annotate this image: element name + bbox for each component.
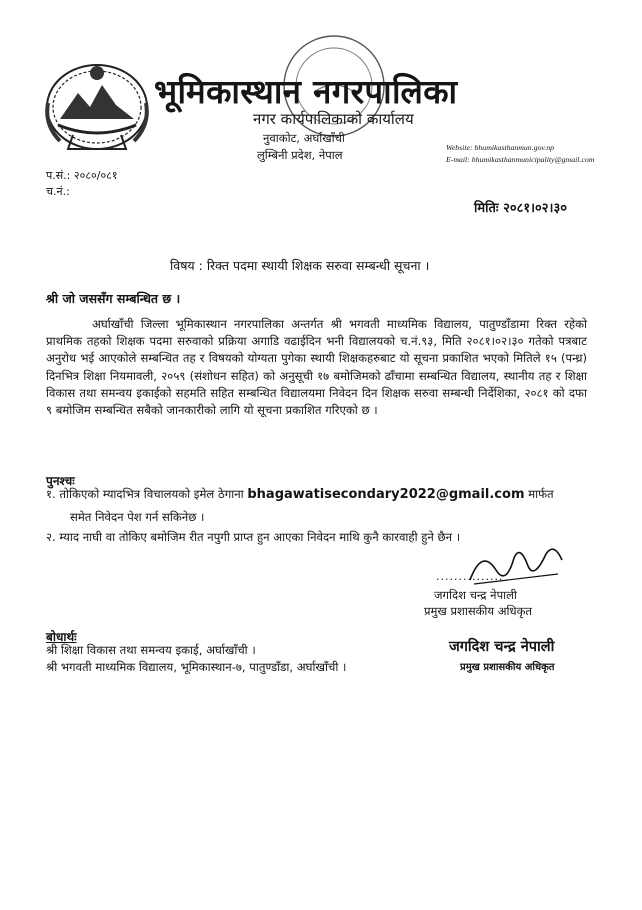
email-text: E-mail: bhumikasthanmunicipality@gmail.com — [446, 155, 595, 164]
item-1-prefix: १. तोकिएको म्यादभित्र विचालयको इमेल ठेगाना — [46, 487, 244, 501]
signature-line: ............... — [436, 570, 504, 583]
postscript-item-2: २. म्याद नाघी वा तोकिए बमोजिम रीत नपुगी प्राप्त हुन आएका निवेदन माथि कुनै कारवाही हुने छैन । — [46, 530, 461, 544]
dispatch-number: च.नं.: — [46, 185, 70, 198]
signatory-name: जगदिश चन्द्र नेपाली — [434, 588, 517, 602]
signatory-designation: प्रमुख प्रशासकीय अधिकृत — [424, 604, 532, 618]
postscript-item-1-line-2: समेत निवेदन पेश गर्न सकिनेछ । — [70, 510, 205, 524]
address-line-2: लुम्बिनी प्रदेश, नेपाल — [257, 148, 343, 162]
name-stamp: जगदिश चन्द्र नेपाली — [449, 638, 555, 655]
item-1-suffix: मार्फत — [528, 487, 554, 501]
municipality-title: भूमिकास्थान नगरपालिका — [154, 72, 458, 111]
letter-date: मितिः २०८१।०२।३० — [474, 201, 568, 216]
letter-subject: विषय : रिक्त पदमा स्थायी शिक्षक सरुवा सम्बन्धी सूचना । — [170, 258, 430, 273]
postscript-label: पुनश्चः — [46, 474, 75, 488]
office-subtitle: नगर कार्यपालिकाको कार्यालय — [253, 110, 414, 128]
nepal-emblem-logo — [38, 55, 156, 155]
address-line-1: नुवाकोट, अर्घाखाँची — [263, 131, 345, 145]
salutation: श्री जो जससँग सम्बन्धित छ । — [46, 291, 181, 306]
designation-stamp: प्रमुख प्रशासकीय अधिकृत — [460, 662, 555, 673]
cc-recipient: श्री भगवती माध्यमिक विद्यालय, भूमिकास्थान-७, पातुण्डाँडा, अर्घाखाँची । — [46, 660, 347, 674]
school-email-link[interactable]: bhagawatisecondary2022@gmail.com — [247, 487, 525, 502]
letter-body: अर्घाखाँची जिल्ला भूमिकास्थान नगरपालिका अन्तर्गत श्री भगवती माध्यमिक विद्यालय, पातुण्डाँडामा रिक्त रहेको प्राथमिक तहको शिक्षक पदमा सरुवाको प्रक्रिया अगाडि वढाईदिन भनी विद्यालयको च.नं.९३, मिति २०८१।०२।३० गतेको पत्रबाट अनुरोध भई आएकोले सम्बन्धित तह र विषयको योग्यता पुगेका स्थायी शिक्षकहरुबाट यो सूचना प्रकाशित भएको मितिले १५ (पन्ध्र) दिनभित्र शिक्षा नियमावली, २०५९ (संशोधन सहित) को अनुसूची १७ बमोजिमको ढाँचामा सम्बन्धित विद्यालय, स्थानीय तह र शिक्षा विकास तथा समन्वय इकाईको सहमति सहित सम्बन्धित विद्यालयमा निवेदन दिन शिक्षक सरुवा सम्बन्धी निर्देशिका, २०८१ को दफा ९ बमोजिम सम्बन्धित सबैको जानकारीको लागि यो सूचना प्रकाशित गरिएको छ । — [46, 317, 587, 418]
cc-label: बोधार्थः — [46, 630, 77, 644]
cc-recipient: श्री शिक्षा विकास तथा समन्वय इकाई, अर्घाखाँची । — [46, 643, 256, 657]
website-text: Website: bhumikasthanmun.gov.np — [446, 143, 555, 152]
letter-number: प.सं.: २०८०/०८१ — [46, 169, 118, 182]
postscript-item-1 — [46, 487, 554, 502]
